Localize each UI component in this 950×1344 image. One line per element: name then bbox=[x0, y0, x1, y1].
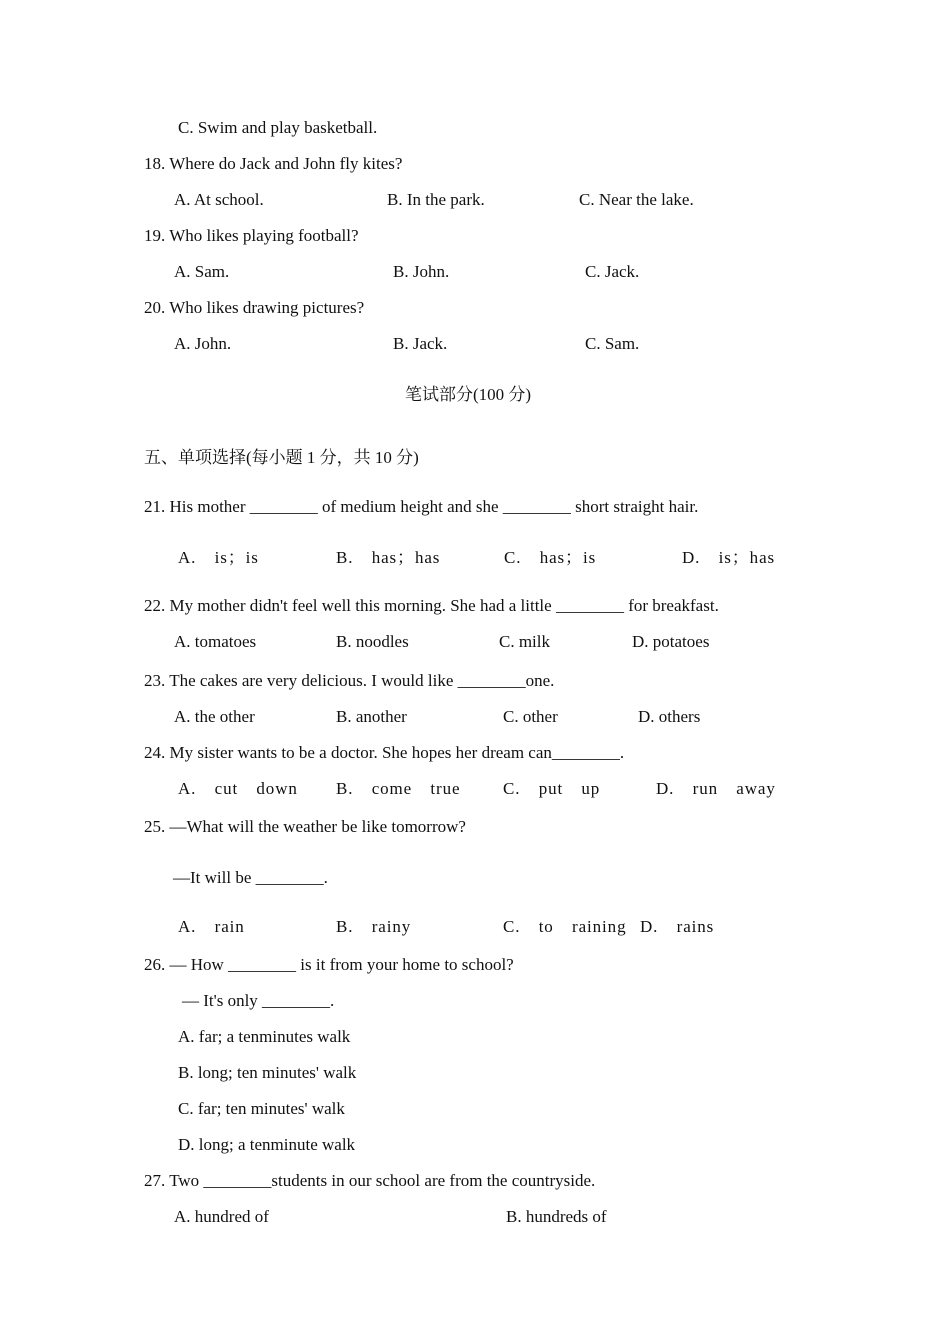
q26-reply: — It's only ________. bbox=[182, 991, 335, 1010]
q26-option-b: B. long; ten minutes' walk bbox=[178, 1063, 357, 1082]
q22-option-a: A. tomatoes bbox=[174, 632, 257, 651]
q24-stem: 24. My sister wants to be a doctor. She hopes her dream can________. bbox=[144, 743, 625, 762]
q20-option-b: B. Jack. bbox=[393, 334, 448, 353]
q18-option-c: C. Near the lake. bbox=[579, 190, 694, 209]
q21-stem: 21. His mother ________ of medium height and she ________ short straight hair. bbox=[144, 497, 699, 516]
q26-option-a: A. far; a tenminutes walk bbox=[178, 1027, 351, 1046]
q19-option-c: C. Jack. bbox=[585, 262, 640, 281]
q21-option-c: C. has；is bbox=[504, 548, 597, 567]
q25-option-a: A. rain bbox=[178, 917, 245, 936]
q21-option-d: D. is；has bbox=[682, 548, 776, 567]
q22-option-c: C. milk bbox=[499, 632, 551, 651]
q24-option-b: B. come true bbox=[336, 779, 461, 798]
q18-option-b: B. In the park. bbox=[387, 190, 485, 209]
q24-option-a: A. cut down bbox=[178, 779, 298, 798]
q18-option-a: A. At school. bbox=[174, 190, 264, 209]
q24-option-c: C. put up bbox=[503, 779, 601, 798]
q25-stem: 25. —What will the weather be like tomorrow? bbox=[144, 817, 466, 836]
q21-option-b: B. has；has bbox=[336, 548, 441, 567]
q18-stem: 18. Where do Jack and John fly kites? bbox=[144, 154, 403, 173]
q20-option-c: C. Sam. bbox=[585, 334, 640, 353]
q20-stem: 20. Who likes drawing pictures? bbox=[144, 298, 365, 317]
written-part-title: 笔试部分(100 分) bbox=[405, 385, 532, 404]
q24-option-d: D. run away bbox=[656, 779, 776, 798]
q25-reply: —It will be ________. bbox=[173, 868, 328, 887]
q23-option-d: D. others bbox=[638, 707, 701, 726]
q19-option-a: A. Sam. bbox=[174, 262, 230, 281]
q26-option-c: C. far; ten minutes' walk bbox=[178, 1099, 345, 1118]
q25-option-b: B. rainy bbox=[336, 917, 412, 936]
q22-option-d: D. potatoes bbox=[632, 632, 710, 651]
q26-option-d: D. long; a tenminute walk bbox=[178, 1135, 356, 1154]
section5-title: 五、单项选择(每小题 1 分，共 10 分) bbox=[144, 448, 419, 467]
q27-option-a: A. hundred of bbox=[174, 1207, 269, 1226]
q23-stem: 23. The cakes are very delicious. I would like ________one. bbox=[144, 671, 555, 690]
q27-stem: 27. Two ________students in our school are from the countryside. bbox=[144, 1171, 596, 1190]
q22-option-b: B. noodles bbox=[336, 632, 409, 651]
q26-stem: 26. — How ________ is it from your home to school? bbox=[144, 955, 514, 974]
q22-stem: 22. My mother didn't feel well this morning. She had a little ________ for breakfast. bbox=[144, 596, 719, 615]
q23-option-c: C. other bbox=[503, 707, 558, 726]
q17-option-c: C. Swim and play basketball. bbox=[178, 118, 378, 137]
q21-option-a: A. is；is bbox=[178, 548, 259, 567]
q27-option-b: B. hundreds of bbox=[506, 1207, 607, 1226]
q25-option-c: C. to raining bbox=[503, 917, 627, 936]
q23-option-a: A. the other bbox=[174, 707, 255, 726]
q19-option-b: B. John. bbox=[393, 262, 450, 281]
q23-option-b: B. another bbox=[336, 707, 407, 726]
q20-option-a: A. John. bbox=[174, 334, 232, 353]
q19-stem: 19. Who likes playing football? bbox=[144, 226, 359, 245]
q25-option-d: D. rains bbox=[640, 917, 715, 936]
